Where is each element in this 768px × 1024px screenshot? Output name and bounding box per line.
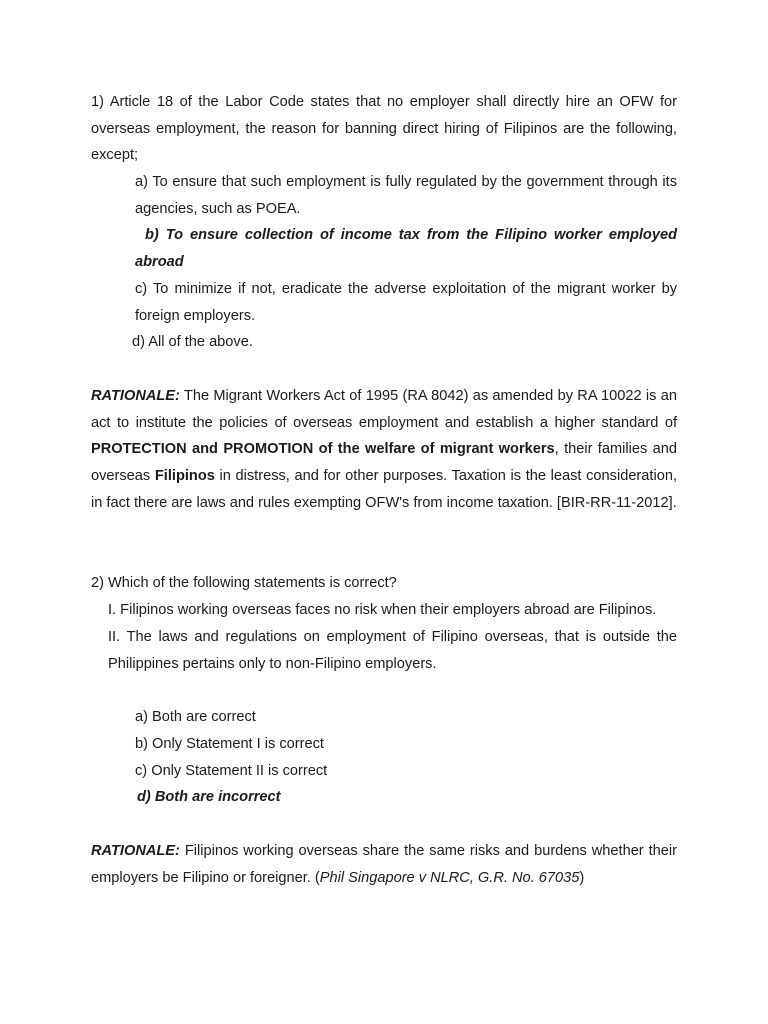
rationale-1-label: RATIONALE:	[91, 388, 180, 404]
question-1-option-a: a) To ensure that such employment is fully regulated by the government through its agencies, such as POEA.	[135, 174, 677, 217]
rationale-2-text-2: )	[579, 869, 585, 886]
rationale-1-text-1: The Migrant Workers Act of 1995 (RA 8042) as amended by RA 10022 is an act to institute the policies of overseas employment and establish a higher standard of	[91, 388, 677, 431]
rationale-2-text-1: Filipinos working overseas share the same risks and burdens whether their employers be Filipino or foreigner. (	[91, 843, 677, 886]
rationale-2	[91, 838, 677, 891]
question-2-text: 2) Which of the following statements is correct?	[91, 575, 397, 591]
rationale-1-bold-1: PROTECTION and PROMOTION of the welfare of migrant workers	[91, 441, 555, 458]
question-2-statement-2: II. The laws and regulations on employment of Filipino overseas, that is outside the Philippines pertains only to non-Filipino employers.	[108, 629, 677, 672]
question-2-statement-1: I. Filipinos working overseas faces no risk when their employers abroad are Filipinos.	[108, 602, 657, 618]
question-2-option-c: c) Only Statement II is correct	[135, 763, 328, 779]
question-1-option-b-answer: b) To ensure collection of income tax from the Filipino worker employed abroad	[135, 227, 677, 270]
question-1-text: 1) Article 18 of the Labor Code states that no employer shall directly hire an OFW for overseas employment, the reason for banning direct hiring of Filipinos are the following, except;	[91, 94, 677, 164]
question-2-option-d-answer: d) Both are incorrect	[137, 789, 281, 805]
rationale-1-text-3: in distress, and for other purposes. Taxation is the least consideration, in fact there are laws and rules exempting OFW's from income taxation. [BIR-RR-11-2012].	[91, 468, 677, 511]
question-2-option-b: b) Only Statement I is correct	[135, 736, 324, 752]
question-2-option-a: a) Both are correct	[135, 709, 256, 725]
rationale-1-text-2: , their families and overseas	[91, 441, 677, 485]
rationale-1-bold-2: Filipinos	[154, 468, 215, 485]
question-1-option-c: c) To minimize if not, eradicate the adverse exploitation of the migrant worker by foreign employers.	[135, 281, 677, 324]
rationale-2-citation: Phil Singapore v NLRC, G.R. No. 67035	[319, 869, 580, 886]
question-1-option-d: d) All of the above.	[132, 334, 253, 350]
rationale-2-label: RATIONALE:	[91, 843, 180, 859]
rationale-1	[91, 383, 677, 517]
